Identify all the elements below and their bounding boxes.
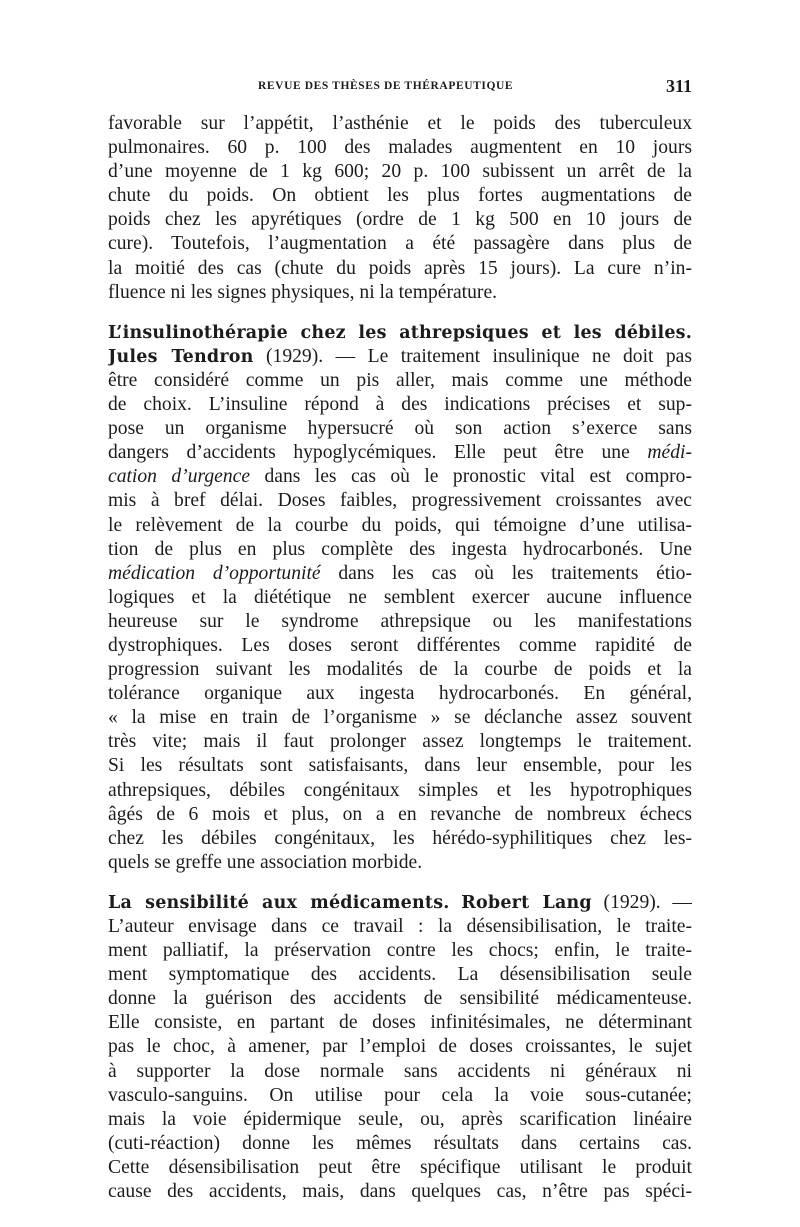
text-line: heureuse sur le syndrome athrepsique ou les manifestations [108,610,692,632]
text-line: (cuti-réaction) donne les mêmes résultats dans certains cas. [108,1132,692,1154]
text-line [108,441,692,465]
text-line: pas le choc, à amener, par l’emploi de doses croissantes, le sujet [108,1036,692,1058]
paragraph-gap [108,875,692,891]
text-line: chute du poids. On obtient les plus fortes augmentations de [108,185,692,207]
text-line: Elle consiste, en partant de doses infinitésimales, ne déterminant [108,1012,692,1034]
section-title: L’insulinothérapie chez les athrepsiques et les débiles. [108,322,692,343]
section-sensibilite [108,891,692,1204]
text-line: être considéré comme un pis aller, mais comme une méthode [108,369,692,391]
text-line: âgés de 6 mois et plus, on a en revanche de nombreux échecs [108,803,692,825]
section-heading-line [108,321,692,345]
running-title: REVUE DES THÈSES DE THÉRAPEUTIQUE [258,80,514,92]
text-line: Cette désensibilisation peut être spécifique utilisant le produit [108,1156,692,1178]
text-line: mais la voie épidermique seule, ou, après scarification linéaire [108,1108,692,1130]
paragraph-continuation [108,112,692,305]
text-line: ment symptomatique des accidents. La désensibilisation seule [108,964,692,986]
section-author: Jules Tendron [108,346,254,367]
section-heading-line [108,891,692,915]
paragraph-gap [108,305,692,321]
running-header [108,76,692,100]
section-year: (1929). — [591,891,692,913]
text-line: ment palliatif, la préservation contre les chocs; enfin, le traite- [108,940,692,962]
emphasis-text: médication d’opportunité [108,562,321,584]
text-line: pulmonaires. 60 p. 100 des malades augmentent en 10 jours [108,137,692,159]
text-line: à supporter la dose normale sans accidents ni généraux ni [108,1060,692,1082]
text-line: poids chez les apyrétiques (ordre de 1 kg 500 en 10 jours de [108,209,692,231]
text-line: Si les résultats sont satisfaisants, dans leur ensemble, pour les [108,755,692,777]
text-line: dystrophiques. Les doses seront différentes comme rapidité de [108,634,692,656]
text-line: favorable sur l’appétit, l’asthénie et le poids des tuberculeux [108,113,692,134]
body-text [108,112,692,1204]
section-insulinotherapie [108,321,692,875]
text-line: pose un organisme hypersucré où son action s’exerce sans [108,418,692,440]
text-line: chez les débiles congénitaux, les hérédo-syphilitiques chez les- [108,827,692,849]
text-line: tion de plus en plus complète des ingesta hydrocarbonés. Une [108,538,692,560]
line-text: dans les cas où les traitements étio- [320,562,692,584]
text-line: cause des accidents, mais, dans quelques cas, n’être pas spéci- [108,1181,692,1203]
text-line: fluence ni les signes physiques, ni la température. [108,281,498,303]
text-line: très vite; mais il faut prolonger assez longtemps le traitement. [108,731,692,753]
page-number: 311 [665,76,692,96]
text-line: quels se greffe une association morbide. [108,851,423,873]
text-line [108,465,692,489]
text-line: vasculo-sanguins. On utilise pour cela la voie sous-cutanée; [108,1084,692,1106]
text-line: L’auteur envisage dans ce travail : la désensibilisation, le traite- [108,916,692,937]
text-line: de choix. L’insuline répond à des indications précises et sup- [108,394,692,416]
text-line: logiques et la diététique ne semblent exercer aucune influence [108,586,692,608]
section-year: (1929). — Le traitement insulinique ne doit pas [253,345,692,367]
line-text: dangers d’accidents hypoglycémiques. Elle peut être une [108,442,648,464]
text-line: « la mise en train de l’organisme » se déclanche assez souvent [108,707,692,729]
text-line: tolérance organique aux ingesta hydrocarbonés. En général, [108,683,692,705]
text-line: athrepsiques, débiles congénitaux simples et les hypotrophiques [108,779,692,801]
text-line: donne la guérison des accidents de sensibilité médicamenteuse. [108,988,692,1010]
line-text: dans les cas où le pronostic vital est compro- [250,466,692,488]
text-line: cure). Toutefois, l’augmentation a été passagère dans plus de [108,233,692,255]
section-title: La sensibilité aux médicaments. [108,892,450,913]
section-author: Robert Lang [461,892,592,913]
emphasis-text: médi- [647,442,692,464]
text-line: la moitié des cas (chute du poids après 15 jours). La cure n’in- [108,257,692,279]
text-line [108,562,692,586]
text-line: le relèvement de la courbe du poids, qui témoigne d’une utilisa- [108,514,692,536]
text-line [108,345,692,369]
text-line: d’une moyenne de 1 kg 600; 20 p. 100 subissent un arrêt de la [108,161,692,183]
emphasis-text: cation d’urgence [108,466,251,488]
text-line: progression suivant les modalités de la courbe de poids et la [108,659,692,681]
text-line: mis à bref délai. Doses faibles, progressivement croissantes avec [108,490,692,512]
